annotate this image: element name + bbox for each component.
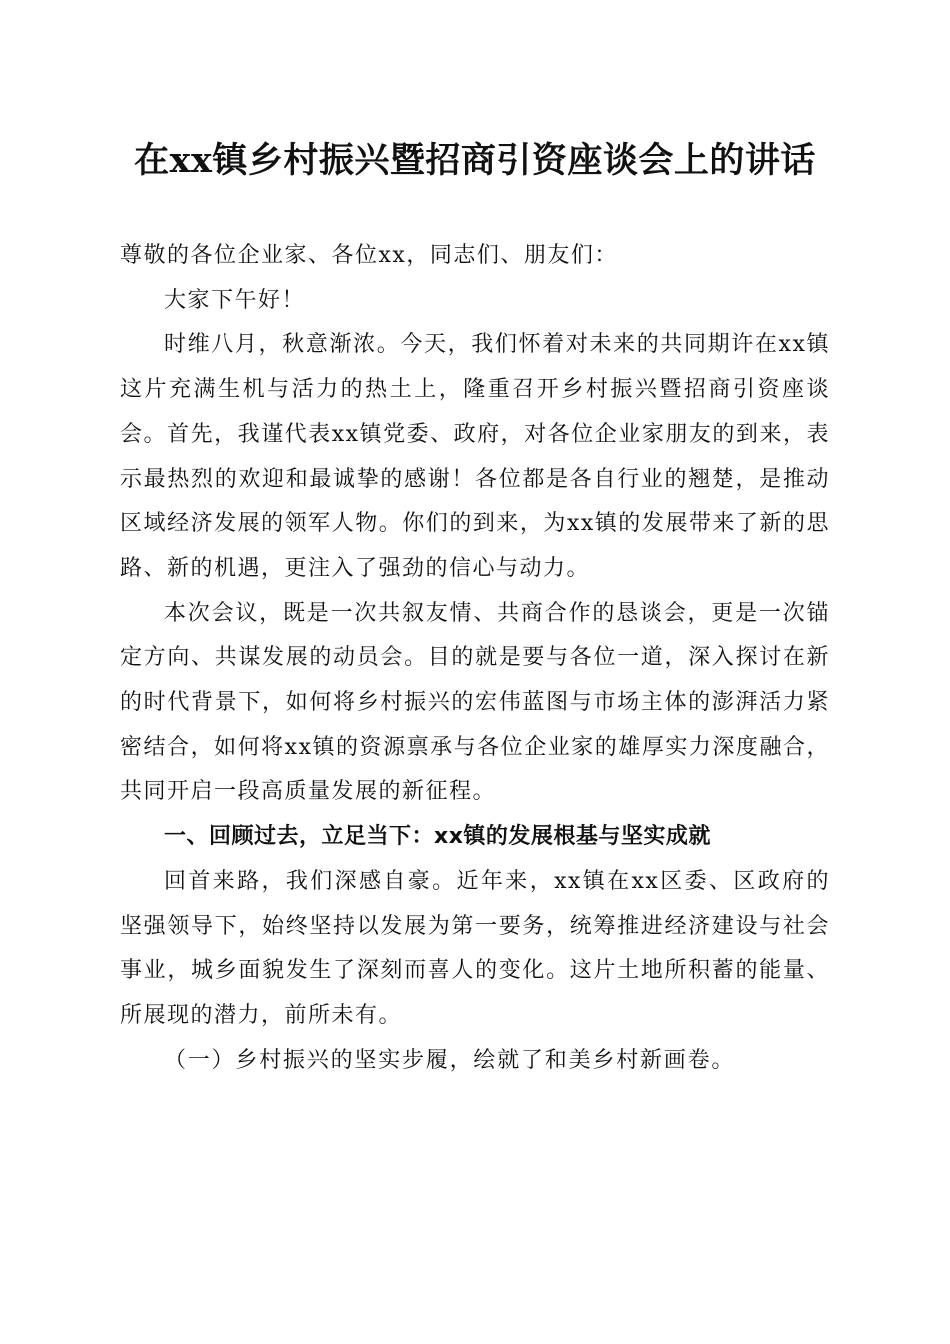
document-body xyxy=(120,234,830,1083)
section-paragraph: 回首来路，我们深感自豪。近年来，xx镇在xx区委、区政府的坚强领导下，始终坚持以发展为第一要务，统筹推进经济建设与社会事业，城乡面貌发生了深刻而喜人的变化。这片土地所积蓄的能量、所展现的潜力，前所未有。 xyxy=(120,868,830,1028)
document-title: 在xx镇乡村振兴暨招商引资座谈会上的讲话 xyxy=(134,140,816,181)
greeting: 大家下午好！ xyxy=(164,287,306,313)
section-heading: 一、回顾过去，立足当下：xx镇的发展根基与坚实成就 xyxy=(164,824,711,850)
paragraph-opening: 时维八月，秋意渐浓。今天，我们怀着对未来的共同期许在xx镇这片充满生机与活力的热土上，隆重召开乡村振兴暨招商引资座谈会。首先，我谨代表xx镇党委、政府，对各位企业家朋友的到来，表示最热烈的欢迎和最诚挚的感谢！各位都是各自行业的翘楚，是推动区域经济发展的领军人物。你们的到来，为xx镇的发展带来了新的思路、新的机遇，更注入了强劲的信心与动力。 xyxy=(120,332,830,581)
salutation: 尊敬的各位企业家、各位xx，同志们、朋友们： xyxy=(120,243,618,268)
section-subheading: （一）乡村振兴的坚实步履，绘就了和美乡村新画卷。 xyxy=(164,1047,736,1073)
paragraph-purpose: 本次会议，既是一次共叙友情、共商合作的恳谈会，更是一次锚定方向、共谋发展的动员会。目的就是要与各位一道，深入探讨在新的时代背景下，如何将乡村振兴的宏伟蓝图与市场主体的澎湃活力紧密结合，如何将xx镇的资源禀承与各位企业家的雄厚实力深度融合，共同开启一段高质量发展的新征程。 xyxy=(120,600,830,805)
